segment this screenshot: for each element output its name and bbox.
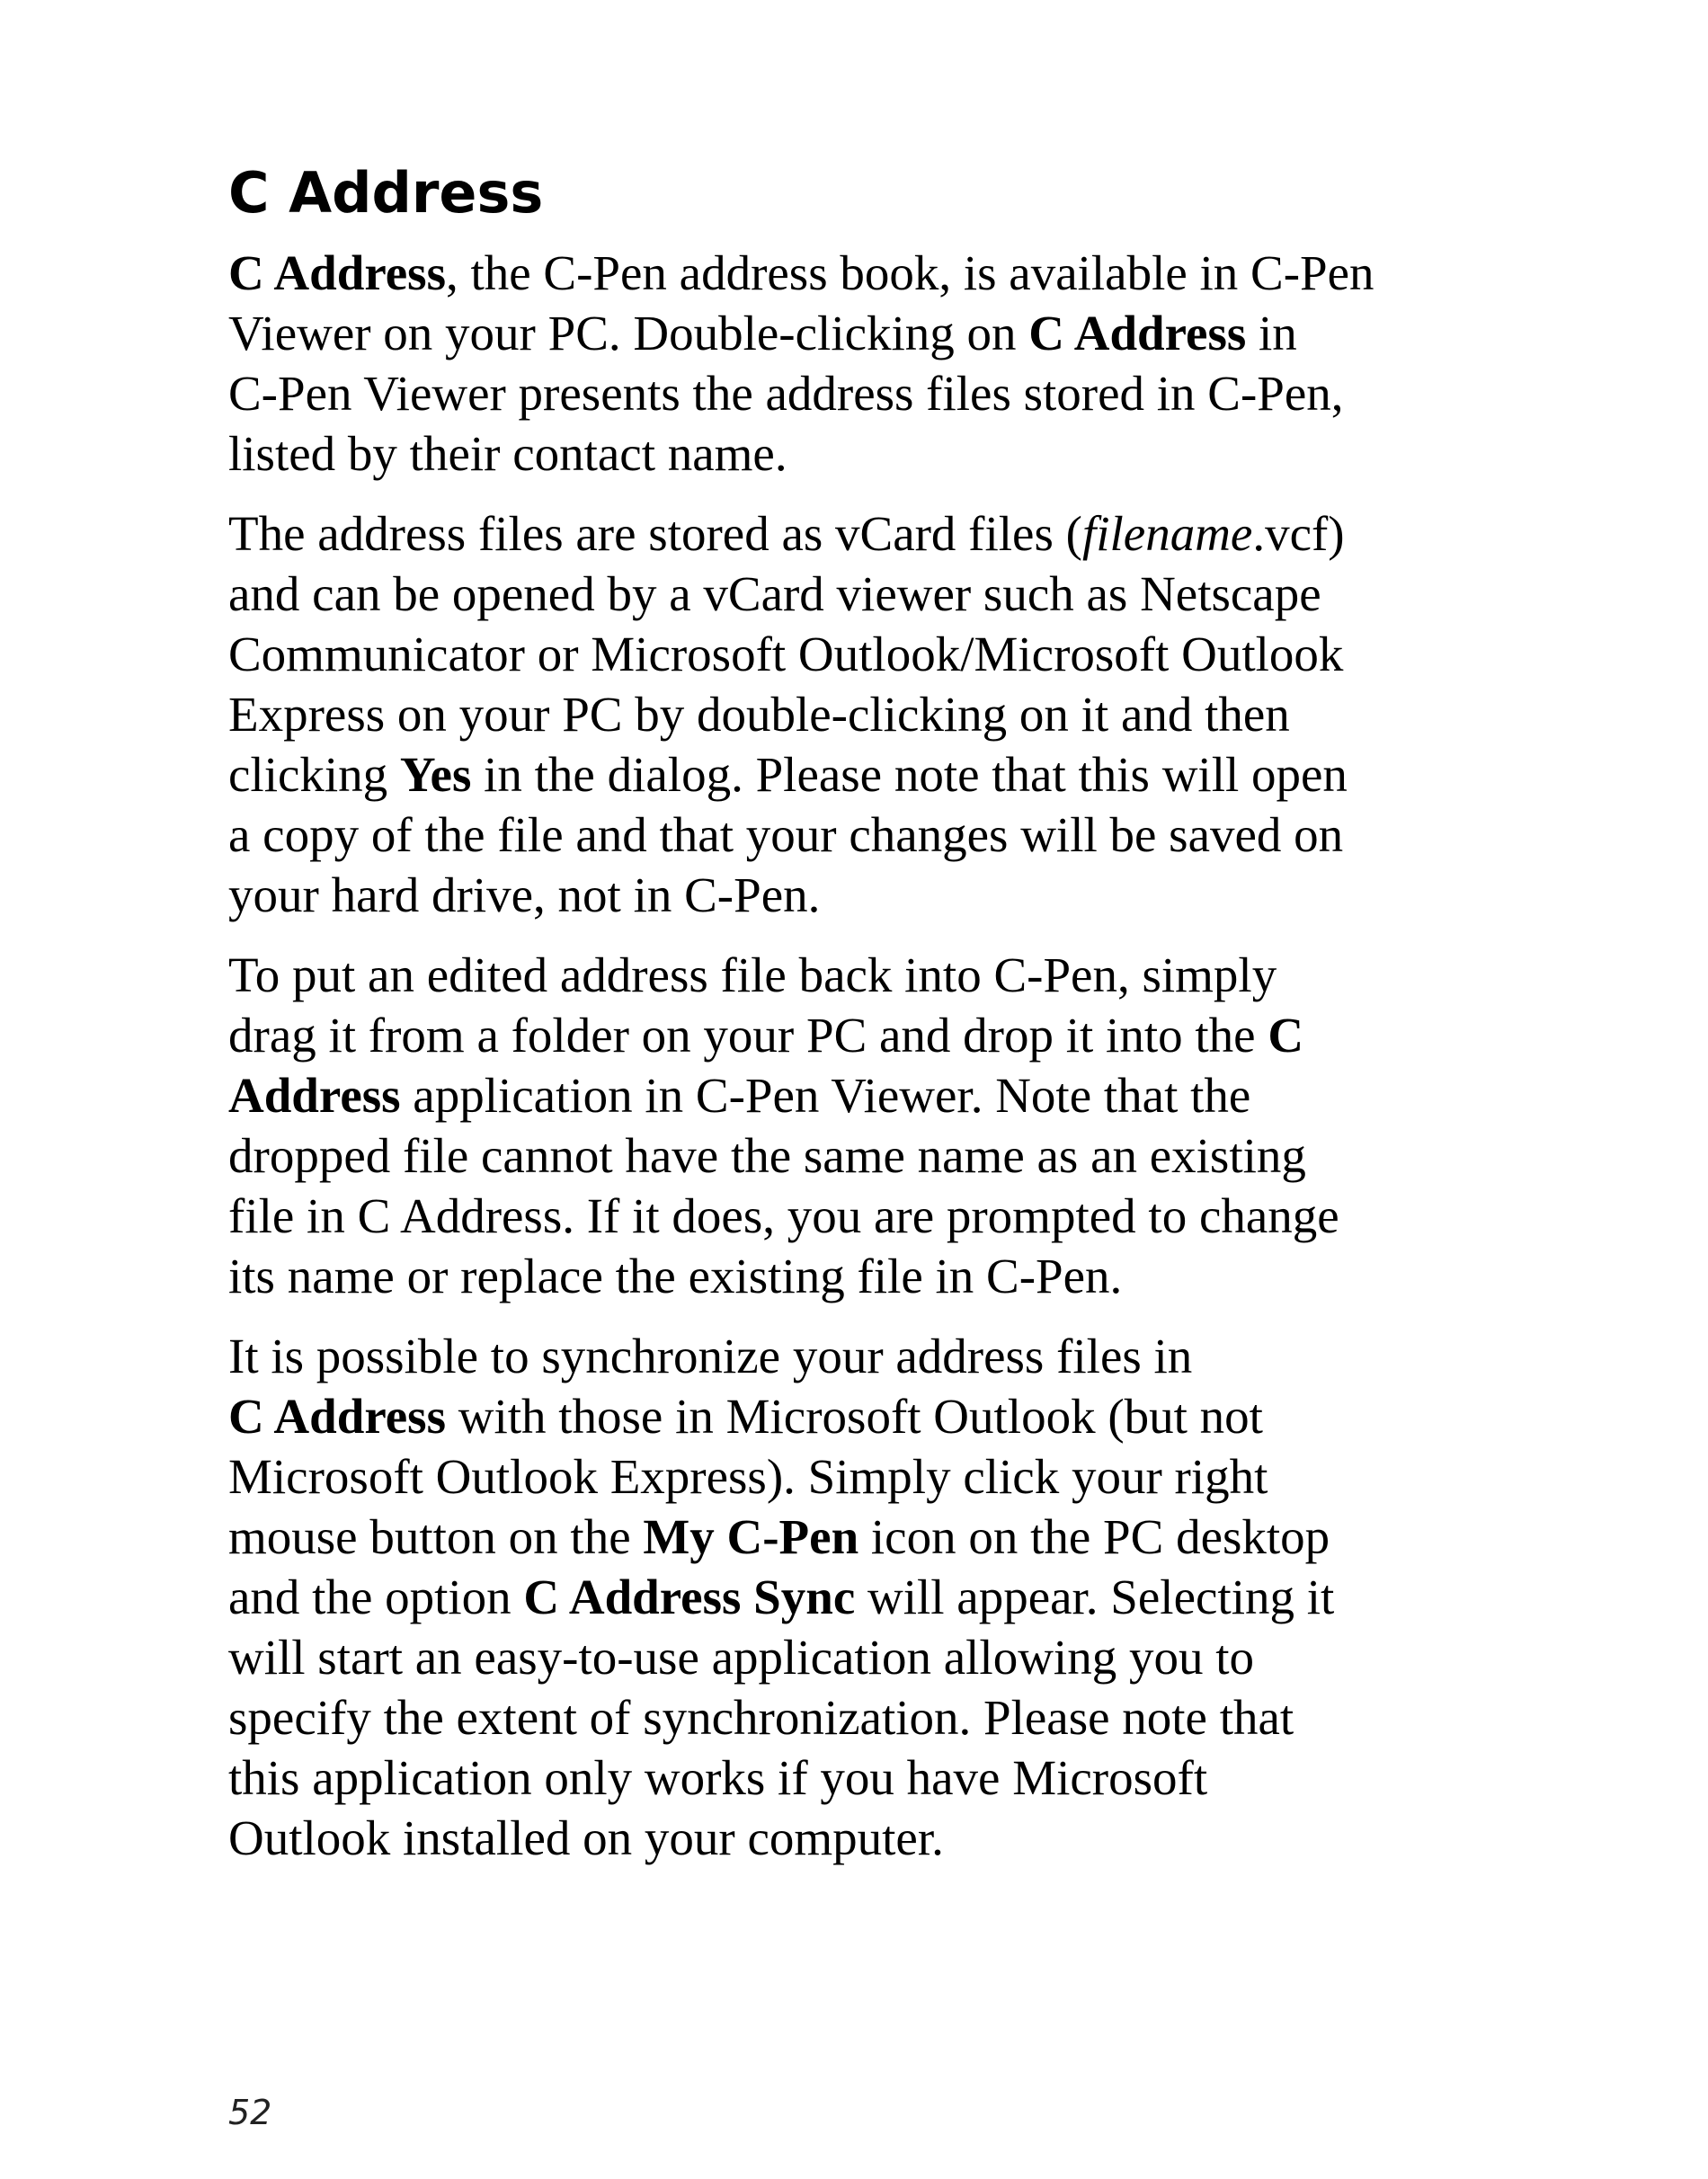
page-title: C Address [228,160,544,226]
text-run: Outlook installed on your computer. [228,1810,944,1865]
text-line [228,1507,1514,1567]
text-run: in the dialog. Please note that this will open [471,747,1348,802]
text-run: clicking [228,747,400,802]
page-number: 52 [228,2093,272,2132]
text-line [228,1567,1514,1627]
bold-term: My C-Pen [643,1509,859,1564]
text-run: Communicator or Microsoft Outlook/Microsoft Outlook [228,627,1344,681]
text-line [228,945,1514,1005]
text-run: dropped file cannot have the same name as an existing [228,1128,1306,1183]
paragraph-3 [228,945,1514,1306]
text-run: icon on the PC desktop [858,1509,1330,1564]
text-run: your hard drive, not in C-Pen. [228,867,821,922]
italic-term: filename [1081,506,1253,561]
text-run: Microsoft Outlook Express). Simply click your right [228,1449,1268,1504]
text-line [228,1687,1514,1748]
text-line [228,564,1514,624]
bold-term: Yes [399,747,472,802]
text-line [228,1386,1514,1446]
text-line [228,684,1514,744]
text-line [228,1326,1514,1386]
text-line [228,624,1514,684]
text-line [228,865,1514,925]
text-line [228,303,1514,363]
text-run: , the C-Pen address book, is available in C-Pen [445,245,1374,300]
text-run: will start an easy-to-use application allowing you to [228,1630,1254,1685]
text-line [228,1748,1514,1808]
bold-term: C Address Sync [523,1570,856,1624]
text-run: application in C-Pen Viewer. Note that the [400,1068,1251,1123]
body-text [228,243,1514,1888]
bold-term: Address [228,1068,401,1123]
text-run: in [1246,306,1297,360]
paragraph-2 [228,503,1514,925]
text-run: It is possible to synchronize your address files in [228,1329,1193,1383]
text-line [228,805,1514,865]
text-line [228,1246,1514,1306]
text-run: Viewer on your PC. Double-clicking on [228,306,1029,360]
text-line [228,503,1514,564]
text-run: To put an edited address file back into C-Pen, simply [228,947,1277,1002]
text-run: Express on your PC by double-clicking on it and then [228,687,1290,742]
text-line [228,1446,1514,1507]
text-line [228,1808,1514,1868]
text-run: a copy of the file and that your changes will be saved on [228,807,1344,862]
text-run: listed by their contact name. [228,426,787,481]
text-run: file in C Address. If it does, you are prompted to change [228,1188,1339,1243]
text-run: this application only works if you have Microsoft [228,1750,1208,1805]
text-line [228,243,1514,303]
text-run: .vcf) [1252,506,1345,561]
text-run: drag it from a folder on your PC and drop it into the [228,1008,1268,1063]
paragraph-1 [228,243,1514,484]
text-line [228,363,1514,423]
text-run: and can be opened by a vCard viewer such as Netscape [228,566,1321,621]
text-line [228,1125,1514,1186]
text-line [228,1005,1514,1065]
bold-term: C Address [228,245,446,300]
text-line [228,1065,1514,1125]
bold-term: C Address [228,1389,446,1444]
bold-term: C Address [1028,306,1247,360]
text-line [228,423,1514,484]
text-run: mouse button on the [228,1509,644,1564]
text-run: specify the extent of synchronization. Please note that [228,1690,1294,1745]
text-run: and the option [228,1570,524,1624]
text-run: The address files are stored as vCard files ( [228,506,1082,561]
text-run: will appear. Selecting it [855,1570,1335,1624]
bold-term: C [1268,1008,1304,1063]
text-line [228,1186,1514,1246]
text-line [228,1627,1514,1687]
text-run: C-Pen Viewer presents the address files stored in C-Pen, [228,366,1344,421]
text-run: its name or replace the existing file in C-Pen. [228,1249,1123,1303]
text-run: with those in Microsoft Outlook (but not [445,1389,1263,1444]
text-line [228,744,1514,805]
paragraph-4 [228,1326,1514,1868]
